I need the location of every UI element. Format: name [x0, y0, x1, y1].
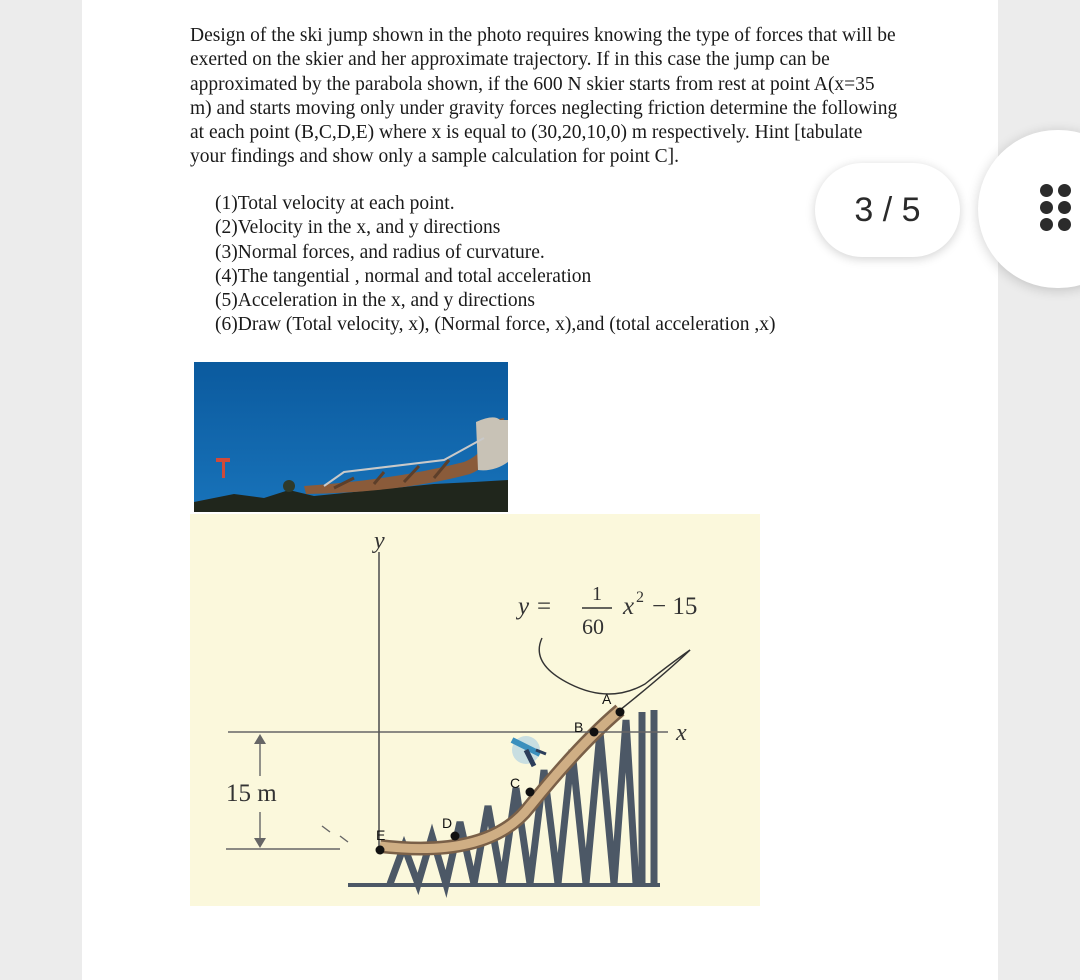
svg-text:y =: y =	[518, 593, 553, 620]
ski-jump-photo-image	[194, 362, 508, 512]
point-label-a: A	[602, 691, 612, 707]
y-axis-label: y	[374, 528, 385, 554]
parabola-diagram	[190, 514, 760, 906]
skier-icon	[512, 736, 546, 766]
point-label-c: C	[510, 775, 521, 791]
point-label-e: E	[376, 827, 386, 843]
problem-statement: Design of the ski jump shown in the photo requires knowing the type of forces that will be exerted on the skier and her approximate trajectory. If in this case the jump can be approximated by the parabola shown, if the 600 N skier starts from rest at point A(x=35 m) and starts moving only under gravity forces neglecting friction determine the following at each point (B,C,D,E) where x is equal to (30,20,10,0) m respectively. Hint [tabulate your findings and show only a sample calculation for point C].	[190, 25, 898, 168]
equation-leader	[539, 638, 690, 694]
requirements-list	[215, 192, 775, 338]
page-indicator: 3 / 5	[815, 163, 960, 257]
list-item: (5)Acceleration in the x, and y directions	[215, 290, 536, 312]
list-item: (4)The tangential , normal and total acceleration	[215, 265, 592, 287]
svg-text:60: 60	[582, 614, 604, 639]
svg-text:− 15: − 15	[652, 593, 698, 620]
svg-text:1: 1	[592, 583, 602, 605]
list-item: (2)Velocity in the x, and y directions	[215, 217, 501, 239]
svg-text:x: x	[623, 593, 635, 620]
point-label-b: B	[574, 719, 584, 735]
list-item: (1)Total velocity at each point.	[215, 193, 455, 214]
tower-supports	[390, 710, 654, 884]
parabola-extension	[620, 650, 690, 710]
list-item: (3)Normal forces, and radius of curvature.	[215, 241, 545, 263]
svg-text:2: 2	[636, 589, 644, 606]
point-label-d: D	[442, 815, 453, 831]
x-axis-label: x	[676, 720, 687, 746]
ramp-surface	[380, 710, 620, 849]
list-item: (6)Draw (Total velocity, x), (Normal force, x),and (total acceleration ,x)	[215, 314, 776, 336]
parabola-equation	[515, 583, 697, 639]
dimension-label: 15 m	[226, 780, 277, 807]
ski-jump-photo	[194, 362, 508, 512]
